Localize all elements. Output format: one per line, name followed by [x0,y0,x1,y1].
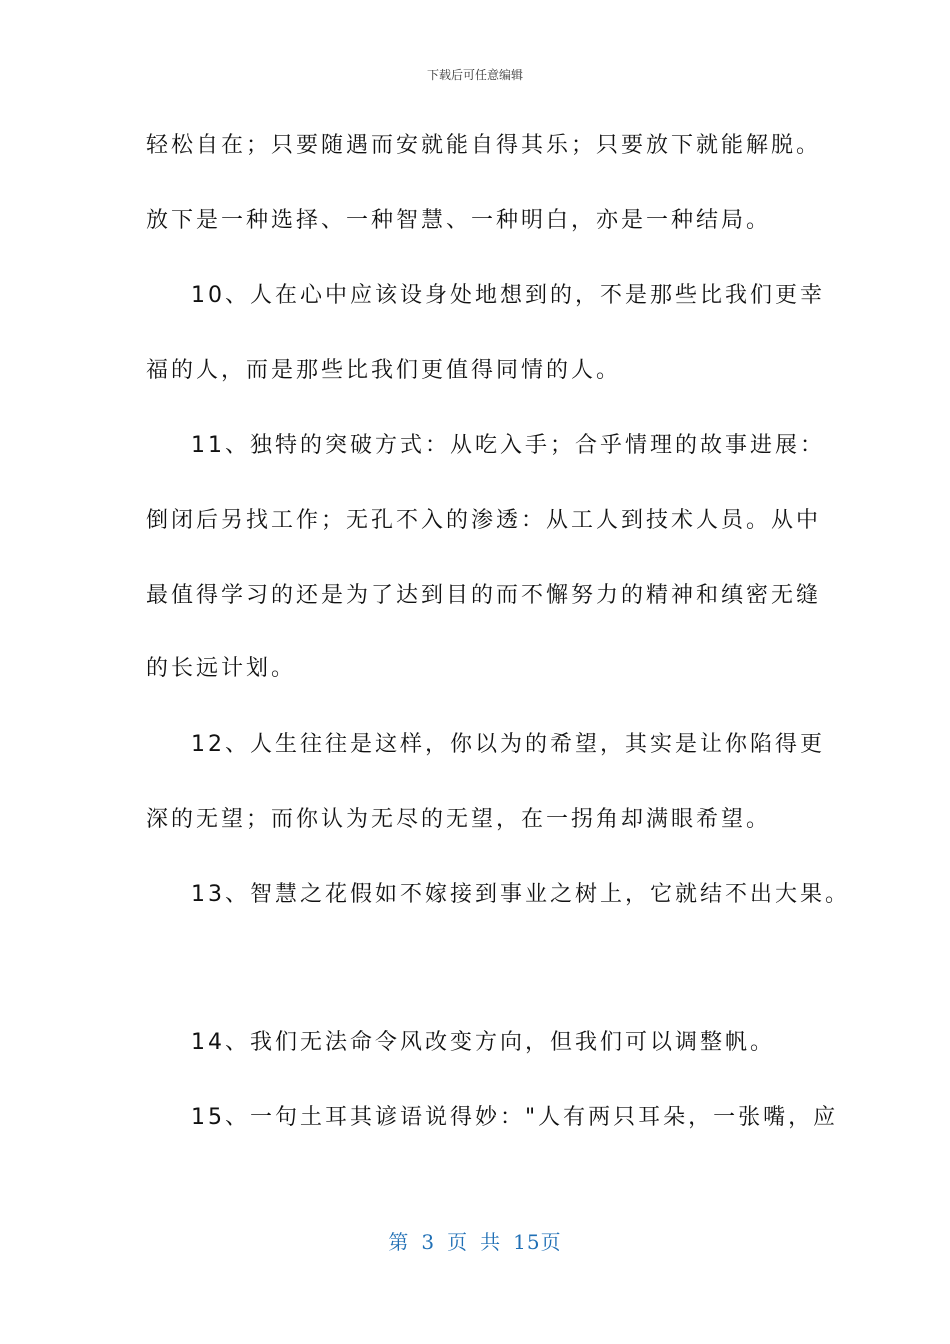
text-line: 15、一句土耳其谚语说得妙："人有两只耳朵，一张嘴，应 [191,1105,839,1130]
footer-total-pages: 15页 [513,1230,562,1254]
footer-total-label: 共 [480,1230,502,1254]
page-header: 下载后可任意编辑 [426,68,523,82]
text-line: 12、人生往往是这样，你以为的希望，其实是让你陷得更 [191,732,825,757]
footer-current-page: 3 [421,1230,436,1254]
text-line: 福的人，而是那些比我们更值得同情的人。 [146,358,622,383]
footer-prefix: 第 [388,1230,410,1254]
text-line: 倒闭后另找工作；无孔不入的渗透：从工人到技术人员。从中 [146,508,822,533]
text-line: 13、智慧之花假如不嫁接到事业之树上，它就结不出大果。 [191,882,850,907]
page-number-footer [0,1226,950,1255]
text-line: 最值得学习的还是为了达到目的而不懈努力的精神和缜密无缝 [146,583,822,608]
text-line: 放下是一种选择、一种智慧、一种明白，亦是一种结局。 [146,208,772,233]
text-line: 11、独特的突破方式：从吃入手；合乎情理的故事进展： [191,433,825,458]
text-line: 轻松自在；只要随遇而安就能自得其乐；只要放下就能解脱。 [146,133,822,158]
footer-page-label: 页 [447,1230,469,1254]
text-line: 深的无望；而你认为无尽的无望，在一拐角却满眼希望。 [146,807,772,832]
text-line: 的长远计划。 [146,656,297,681]
text-line: 10、人在心中应该设身处地想到的，不是那些比我们更幸 [191,283,825,308]
text-line: 14、我们无法命令风改变方向，但我们可以调整帆。 [191,1030,775,1055]
